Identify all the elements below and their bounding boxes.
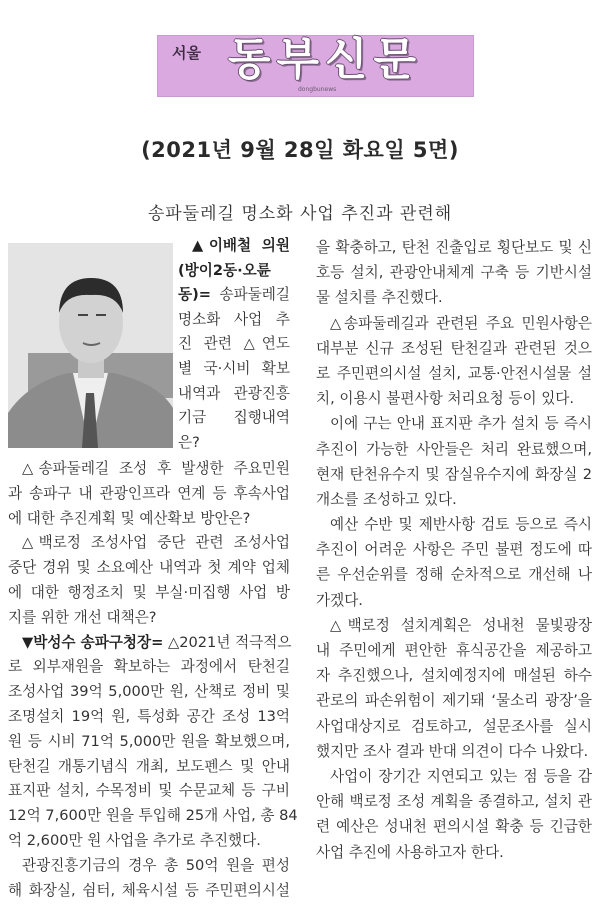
text-line	[316, 764, 592, 789]
body-text: 기금 집행내역	[178, 409, 290, 427]
speaker-label: 동)=	[178, 286, 211, 304]
body-text: 했지만 조사 결과 반대 의견이 다수 나왔다.	[316, 742, 589, 760]
text-line	[316, 285, 592, 310]
body-text: 사업 추진에 사용하고자 한다.	[316, 843, 504, 861]
body-text: 억 2,600만 원 사업을 추가로 추진했다.	[8, 831, 261, 849]
text-line	[8, 507, 290, 532]
body-text: 내 주민에게 편안한 휴식공간을 제공하고	[316, 642, 592, 659]
text-line	[8, 556, 290, 581]
text-line	[178, 332, 290, 357]
body-text: 과 송파구 내 관광인프라 연계 등 후속사업	[8, 484, 290, 502]
text-line	[178, 259, 290, 284]
text-line	[316, 840, 592, 865]
text-line	[8, 804, 298, 829]
article-right-column	[316, 235, 592, 865]
text-line	[316, 739, 592, 764]
text-line	[316, 311, 592, 336]
body-text: 련 예산은 성내천 편의시설 확충 등 긴급한	[316, 818, 592, 836]
text-line	[178, 283, 290, 308]
masthead-name: 동부신문	[228, 34, 423, 85]
body-text: 표지판 설치, 수목정비 및 수문교체 등 구비	[8, 782, 290, 800]
text-line	[8, 779, 290, 804]
body-text: △송파둘레길 조성 후 발생한 주요민원	[22, 460, 290, 477]
body-text: 탄천길 개통기념식 개최, 보도펜스 및 안내	[8, 757, 290, 775]
body-text: 지를 위한 개선 대책은?	[8, 608, 157, 626]
text-line	[316, 789, 592, 814]
body-text: 이에 구는 안내 표지판 추가 설치 등 즉시	[330, 415, 592, 433]
body-text: 가겠다.	[316, 591, 363, 609]
paragraph	[316, 764, 592, 865]
article-left-column	[8, 457, 298, 903]
text-line	[316, 437, 592, 462]
speaker-label: (방이2동·오륜	[178, 261, 271, 279]
text-line	[8, 655, 290, 680]
publication-dateline: (2021년 9월 28일 화요일 5면)	[141, 138, 459, 162]
text-line	[316, 386, 592, 411]
paragraph	[316, 235, 592, 311]
body-text: 른 우선순위를 정해 순차적으로 개선해 나	[316, 566, 592, 584]
text-line	[316, 638, 592, 663]
body-text: 현재 탄천유수지 및 잠실유수지에 화장실 2	[316, 465, 592, 483]
body-text: 로 주민편의시설 설치, 교통·안전시설물 설	[316, 364, 592, 382]
text-line	[178, 357, 290, 382]
text-line	[316, 361, 592, 386]
body-text: 대부분 신규 조성된 탄천길과 관련된 것으	[316, 339, 592, 357]
body-text: △백로정 설치계획은 성내천 물빛광장	[330, 616, 592, 634]
text-line	[316, 512, 592, 537]
body-text: 을 확충하고, 탄천 진출입로 횡단보도 및 신	[316, 239, 592, 256]
text-line	[316, 714, 592, 739]
text-line	[178, 234, 290, 259]
text-line	[178, 406, 290, 431]
masthead-tagline: dongbunews	[298, 86, 337, 93]
body-text: 개소를 조성하고 있다.	[316, 490, 457, 508]
paragraph	[8, 631, 298, 854]
body-text: 해 화장실, 쉼터, 체육시설 등 주민편의시설	[8, 881, 290, 899]
body-text: 별 국·시비 확보	[178, 359, 290, 377]
body-text: 관로의 파손위험이 제기돼 ‘물소리 광장’을	[316, 692, 592, 710]
speaker-label: ▼박성수 송파구청장=	[22, 633, 164, 651]
body-text: 에 대한 추진계획 및 예산확보 방안은?	[8, 509, 251, 527]
text-line	[316, 613, 592, 638]
text-line	[316, 537, 592, 562]
paragraph	[8, 457, 290, 531]
text-line	[8, 631, 290, 656]
body-text: 송파둘레길	[211, 286, 290, 304]
body-text: 진 관련 △연도	[178, 335, 290, 353]
body-text: 물 설치를 추진했다.	[316, 289, 443, 307]
question-intro-column	[178, 234, 290, 455]
body-text: 중단 경위 및 소요예산 내역과 첫 계약 업체	[8, 559, 290, 577]
paragraph	[316, 311, 592, 412]
body-text: 명소화 사업 추	[178, 310, 290, 328]
paragraph	[8, 531, 290, 630]
body-text: 원 등 시비 71억 5,000만 원을 확보했으며,	[8, 732, 290, 750]
text-line	[316, 462, 592, 487]
text-line	[8, 482, 290, 507]
paragraph	[316, 613, 592, 764]
text-line	[316, 588, 592, 613]
text-line	[316, 260, 592, 285]
body-text: 예산 수반 및 제반사항 검토 등으로 즉시	[330, 516, 592, 534]
body-text: △백로정 조성사업 중단 관련 조성사업	[22, 534, 290, 552]
paragraph	[316, 512, 592, 613]
text-line	[8, 854, 290, 879]
newspaper-masthead-logo	[157, 35, 474, 97]
body-text: 로 외부재원을 확보하는 과정에서 탄천길	[8, 658, 290, 676]
text-line	[316, 336, 592, 361]
body-text: 추진이 가능한 사안들은 처리 완료했으며,	[316, 440, 592, 458]
text-line	[178, 382, 290, 407]
text-line	[316, 688, 592, 713]
body-text: 자 추진했으나, 설치예정지에 매설된 하수	[316, 667, 592, 685]
masthead-region: 서울	[172, 44, 201, 62]
speaker-label: ▲이배철 의원	[192, 237, 290, 254]
text-line	[8, 457, 290, 482]
text-line	[8, 730, 290, 755]
text-line	[316, 562, 592, 587]
body-text: 조성사업 39억 5,000만 원, 산책로 정비 및	[8, 683, 290, 701]
body-text: 호등 설치, 관광안내체계 구축 등 기반시설	[316, 264, 592, 282]
portrait-image	[8, 243, 173, 448]
text-line	[316, 487, 592, 512]
text-line	[8, 829, 290, 854]
body-text: 은?	[178, 433, 200, 451]
text-line	[316, 235, 592, 260]
body-text: △송파둘레길과 관련된 주요 민원사항은	[330, 314, 592, 332]
body-text: 관광진흥기금의 경우 총 50억 원을 편성	[22, 856, 290, 874]
body-text: 내역과 관광진흥	[178, 384, 290, 402]
paragraph	[8, 854, 290, 904]
body-text: 치, 이용시 불편사항 처리요청 등이 있다.	[316, 390, 575, 408]
body-text: 추진이 어려운 사항은 주민 불편 정도에 따	[316, 541, 592, 559]
body-text: 12억 7,600만 원을 투입해 25개 사업, 총 84	[8, 807, 298, 825]
body-text: 사업이 장기간 지연되고 있는 점 등을 감	[330, 767, 592, 785]
text-line	[316, 814, 592, 839]
councillor-photo	[8, 243, 173, 448]
body-text: 사업대상지로 검토하고, 설문조사를 실시	[316, 717, 592, 735]
body-text: 에 대한 행정조치 및 부실·미집행 사업 방	[8, 583, 290, 601]
paragraph	[316, 411, 592, 512]
text-line	[8, 755, 290, 780]
text-line	[8, 606, 290, 631]
text-line	[8, 879, 290, 904]
body-text: △2021년 적극적으	[163, 633, 292, 651]
article-headline: 송파둘레길 명소화 사업 추진과 관련해	[147, 204, 453, 224]
text-line	[316, 663, 592, 688]
body-text: 안해 백로정 조성 계획을 종결하고, 설치 관	[316, 793, 592, 811]
text-line	[316, 411, 592, 436]
text-line	[178, 431, 290, 456]
text-line	[8, 531, 290, 556]
text-line	[8, 680, 290, 705]
body-text: 조명설치 19억 원, 특성화 공간 조성 13억	[8, 707, 290, 725]
text-line	[8, 705, 290, 730]
text-line	[8, 581, 290, 606]
text-line	[178, 308, 290, 333]
